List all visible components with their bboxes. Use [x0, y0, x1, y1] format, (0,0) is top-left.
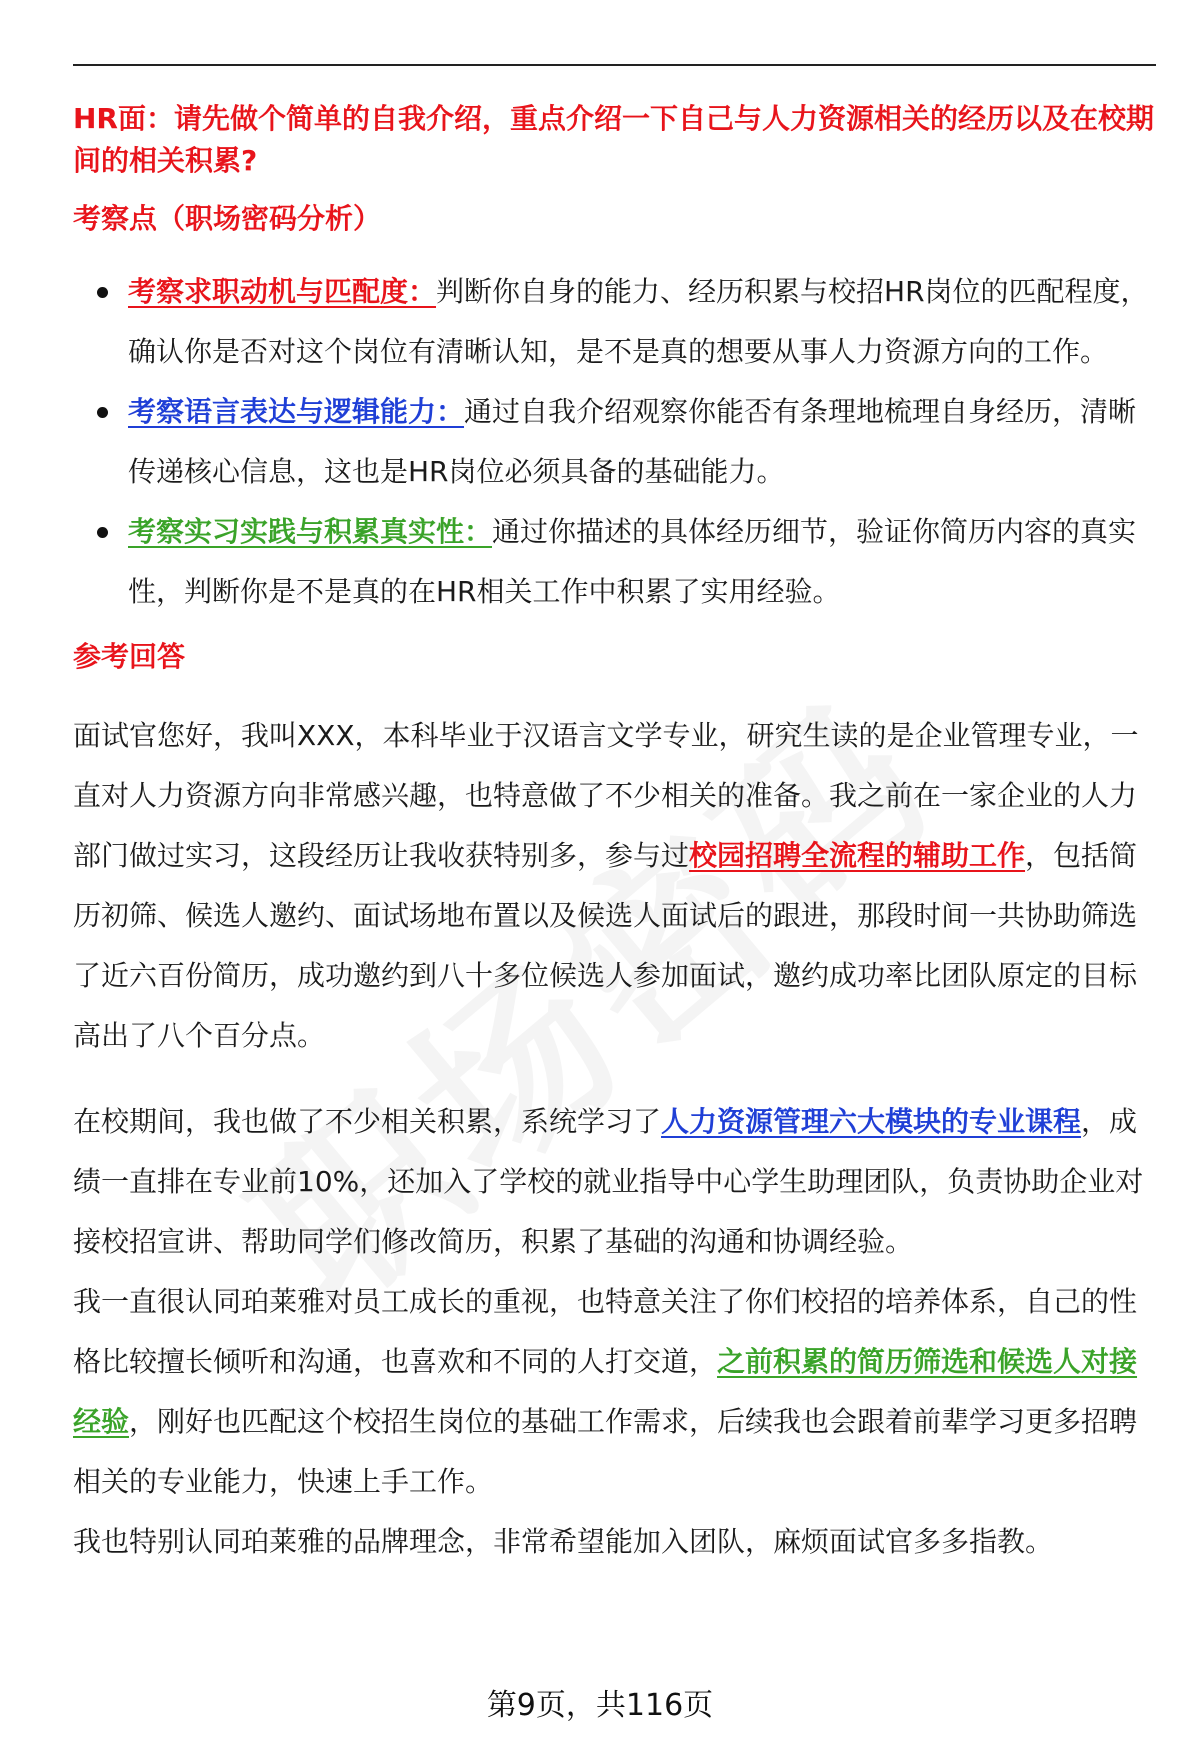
paragraph-text: ，刚好也匹配这个校招生岗位的基础工作需求，后续我也会跟着前辈学习更多招聘相关的专业能力，快速上手工作。: [73, 1405, 1138, 1498]
point-text: 通过自我介绍观察你能否有条理地梳理自身经历，清晰传递核心信息，这也是HR岗位必须具备的基础能力。: [128, 395, 1137, 488]
highlight-text: 校园招聘全流程的辅助工作: [689, 839, 1026, 872]
bullet-icon: [97, 407, 108, 418]
point-label: 考察求职动机与匹配度：: [128, 275, 437, 308]
point-label: 考察实习实践与积累真实性：: [128, 515, 493, 548]
page-number: 第9页，共116页: [486, 1688, 714, 1723]
point-label: 考察语言表达与逻辑能力：: [128, 395, 465, 428]
assessment-point: [73, 502, 1156, 622]
answer-paragraph-2: [73, 1092, 1156, 1272]
answer-paragraph-3: [73, 1272, 1156, 1512]
points-title: 考察点（职场密码分析）: [73, 202, 382, 235]
bullet-icon: [97, 527, 108, 538]
page-content: [73, 98, 1156, 1572]
point-text: 判断你自身的能力、经历积累与校招HR岗位的匹配程度，确认你是否对这个岗位有清晰认知，是不是真的想要从事人力资源方向的工作。: [128, 275, 1149, 368]
point-text: 通过你描述的具体经历细节，验证你简历内容的真实性，判断你是不是真的在HR相关工作中积累了实用经验。: [128, 515, 1137, 608]
paragraph-text: ，包括简历初筛、候选人邀约、面试场地布置以及候选人面试后的跟进，那段时间一共协助筛选了近六百份简历，成功邀约到八十多位候选人参加面试，邀约成功率比团队原定的目标高出了八个百分点。: [73, 839, 1138, 1052]
top-divider: [73, 64, 1156, 66]
answer-paragraph-4: 我也特别认同珀莱雅的品牌理念，非常希望能加入团队，麻烦面试官多多指教。: [73, 1525, 1054, 1558]
paragraph-text: 我一直很认同珀莱雅对员工成长的重视，也特意关注了你们校招的培养体系，自己的性格比较擅长倾听和沟通，也喜欢和不同的人打交道，: [73, 1285, 1138, 1378]
assessment-point: [73, 262, 1156, 382]
bullet-icon: [97, 287, 108, 298]
assessment-points: [73, 262, 1156, 622]
answer-title: 参考回答: [73, 640, 186, 673]
interview-question: HR面：请先做个简单的自我介绍，重点介绍一下自己与人力资源相关的经历以及在校期间的相关积累?: [73, 102, 1154, 177]
highlight-text: 之前积累的简历筛选和候选人对接经验: [73, 1345, 1138, 1438]
paragraph-text: 在校期间，我也做了不少相关积累，系统学习了: [73, 1105, 662, 1138]
paragraph-text: 面试官您好，我叫XXX，本科毕业于汉语言文学专业，研究生读的是企业管理专业，一直对人力资源方向非常感兴趣，也特意做了不少相关的准备。我之前在一家企业的人力部门做过实习，这段经历让我收获特别多，参与过: [73, 719, 1139, 872]
highlight-text: 人力资源管理六大模块的专业课程: [661, 1105, 1082, 1138]
paragraph-text: ，成绩一直排在专业前10%，还加入了学校的就业指导中心学生助理团队，负责协助企业对接校招宣讲、帮助同学们修改简历，积累了基础的沟通和协调经验。: [73, 1105, 1144, 1258]
answer-paragraph-1: [73, 706, 1156, 1066]
assessment-point: [73, 382, 1156, 502]
